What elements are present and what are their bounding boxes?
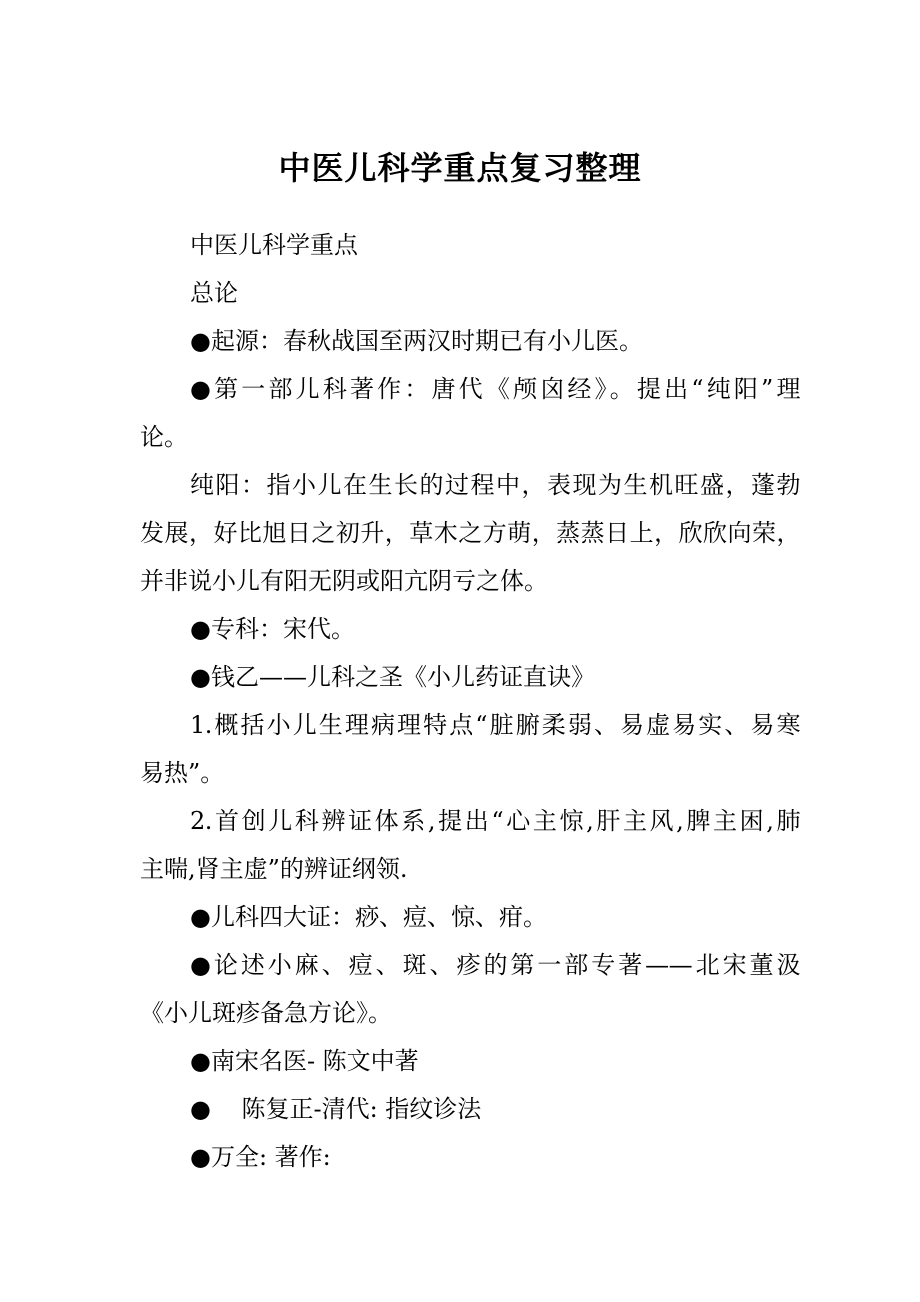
text-line: 《小儿斑疹备急方论》。 [140, 999, 392, 1027]
paragraph [140, 365, 800, 461]
text-line: 论。 [140, 423, 188, 451]
paragraph [140, 1133, 800, 1181]
text-line: 中医儿科学重点 [190, 231, 358, 259]
document-title: 中医儿科学重点复习整理 [278, 149, 642, 187]
text-line: 发展，好比旭日之初升，草木之方萌，蒸蒸日上，欣欣向荣， [140, 519, 800, 547]
paragraph [140, 317, 800, 365]
text-line: ●起源：春秋战国至两汉时期已有小儿医。 [190, 327, 643, 355]
text-line: ●儿科四大证：痧、痘、惊、疳。 [190, 903, 547, 931]
paragraph [140, 893, 800, 941]
paragraph [140, 1037, 800, 1085]
text-line: ●钱乙——儿科之圣《小儿药证直诀》 [190, 663, 595, 691]
paragraph [140, 797, 800, 893]
text-line: 并非说小儿有阳无阴或阳亢阴亏之体。 [140, 567, 548, 595]
text-line: 纯阳：指小儿在生长的过程中，表现为生机旺盛，蓬勃 [190, 471, 800, 499]
paragraph [140, 605, 800, 653]
text-line: 1.概括小儿生理病理特点“脏腑柔弱、易虚易实、易寒 [190, 711, 800, 739]
text-line: ●论述小麻、痘、斑、疹的第一部专著——北宋董汲 [190, 951, 800, 979]
document-body [140, 221, 800, 1181]
paragraph [140, 653, 800, 701]
text-line: ●万全: 著作: [190, 1143, 331, 1171]
text-line: ●第一部儿科著作：唐代《颅囟经》。提出“纯阳”理 [190, 375, 800, 403]
text-line: ●南宋名医- 陈文中著 [190, 1047, 419, 1075]
text-line: 易热”。 [140, 759, 225, 787]
paragraph [140, 941, 800, 1037]
paragraph [140, 269, 800, 317]
text-line: 2.首创儿科辨证体系,提出“心主惊,肝主风,脾主困,肺 [190, 807, 800, 835]
text-line: ●专科：宋代。 [190, 615, 355, 643]
text-line: 主喘,肾主虚”的辨证纲领. [140, 855, 408, 883]
text-line: 总论 [190, 279, 238, 307]
paragraph [140, 221, 800, 269]
paragraph [140, 701, 800, 797]
paragraph [140, 1085, 800, 1133]
paragraph [140, 461, 800, 605]
text-line: ● 陈复正-清代: 指纹诊法 [190, 1095, 482, 1123]
